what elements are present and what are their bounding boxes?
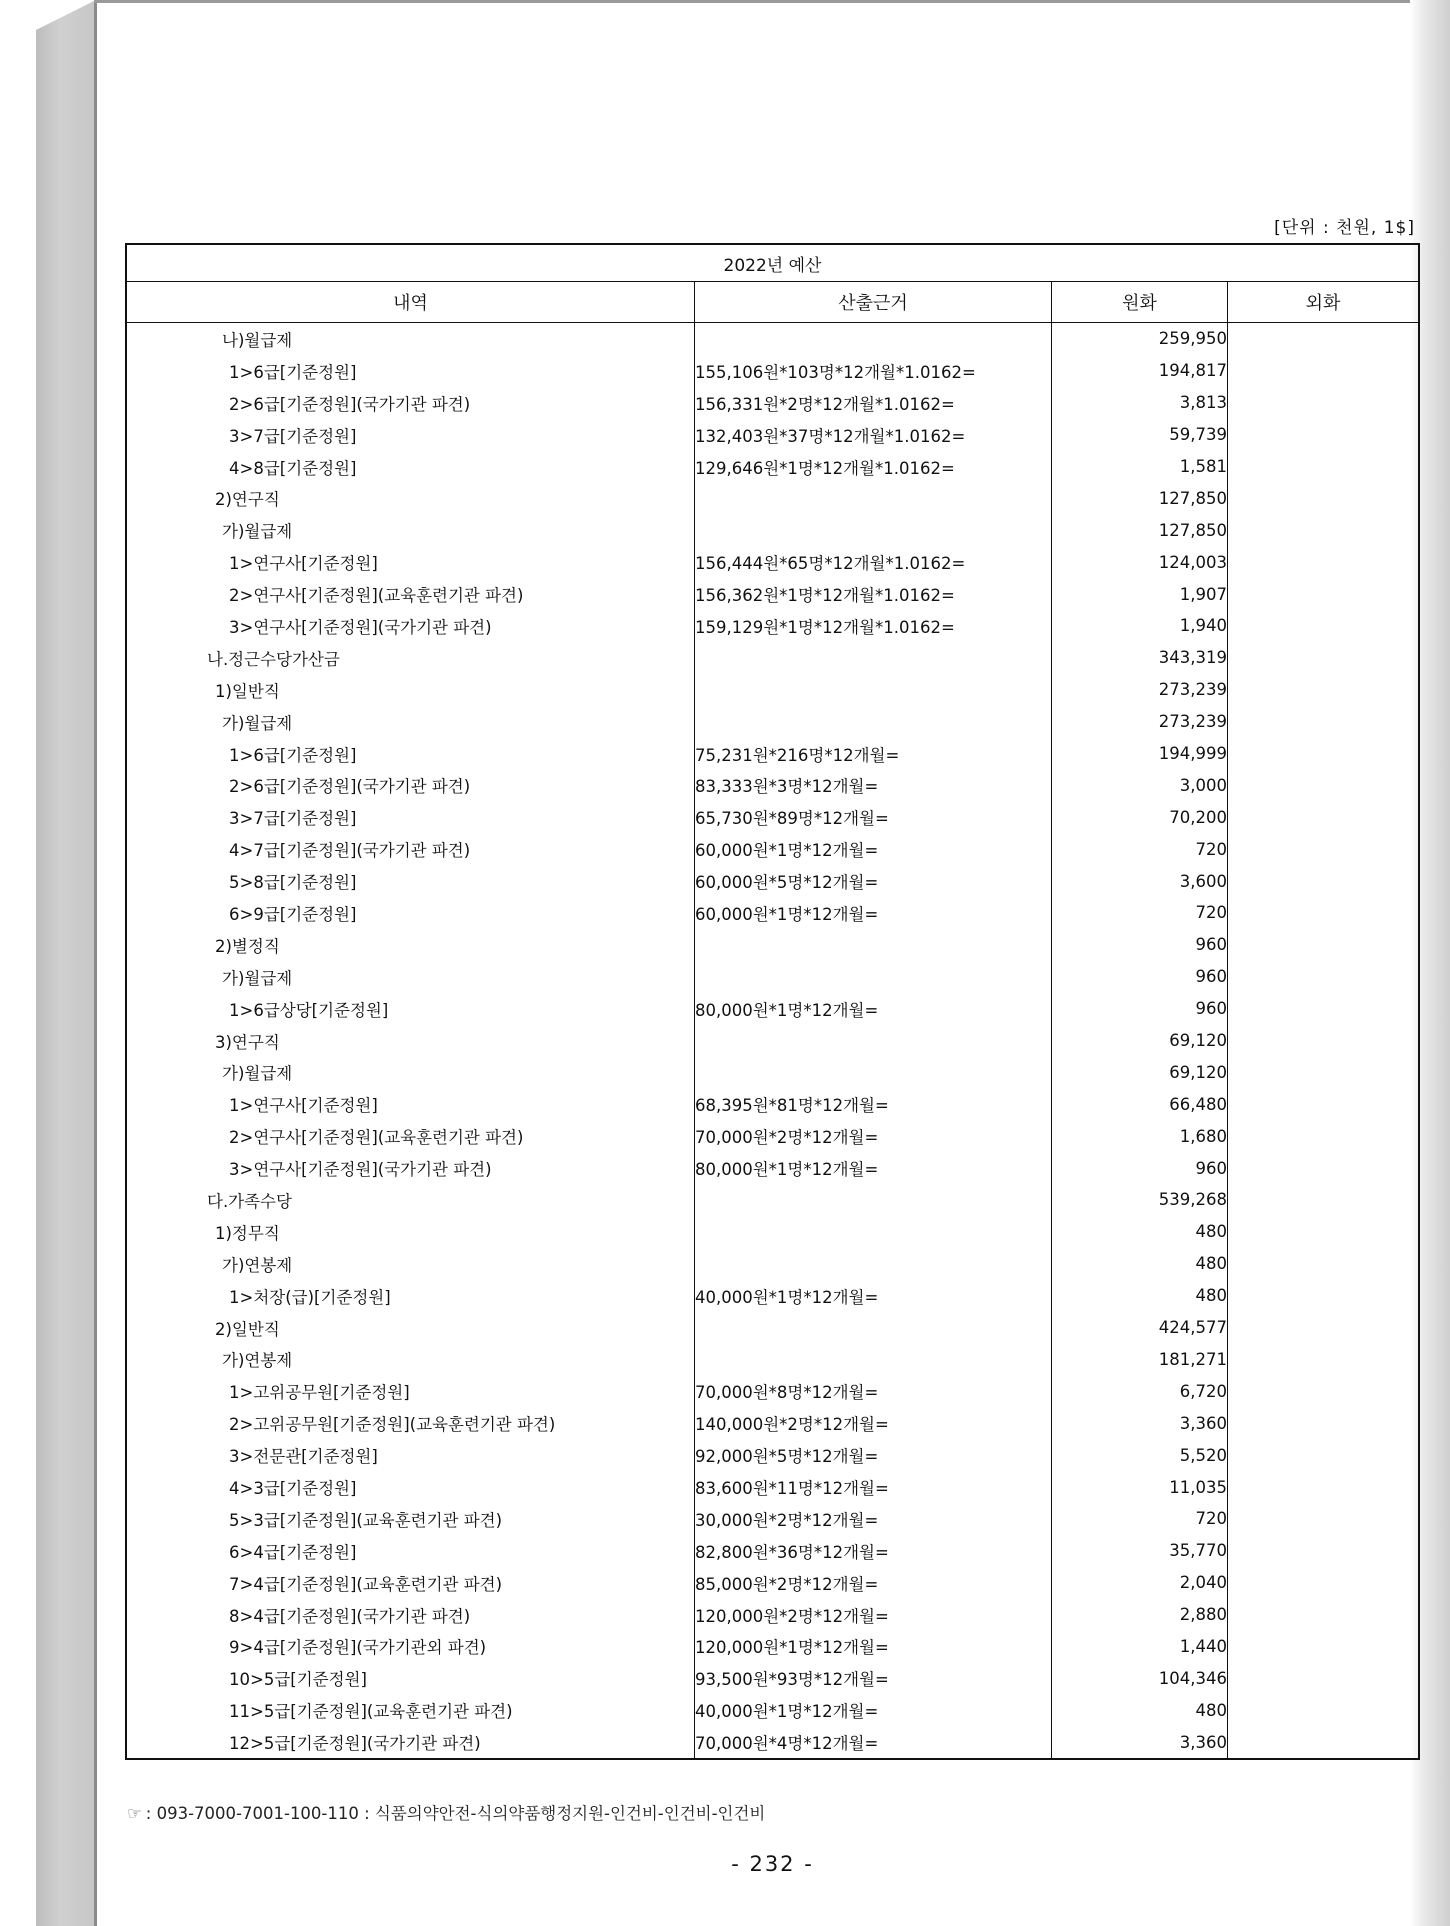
cell-item: 가)월급제 xyxy=(126,514,695,546)
cell-item: 1>6급상당[기준정원] xyxy=(126,993,695,1025)
cell-won: 424,577 xyxy=(1052,1312,1228,1344)
cell-basis xyxy=(695,323,1052,355)
table-row xyxy=(126,1216,1419,1248)
page-number: - 232 - xyxy=(731,1852,814,1876)
cell-item: 1>처장(급)[기준정원] xyxy=(126,1280,695,1312)
cell-won: 1,680 xyxy=(1052,1120,1228,1152)
table-row xyxy=(126,610,1419,642)
cell-foreign xyxy=(1228,897,1420,929)
cell-foreign xyxy=(1228,1567,1420,1599)
cell-item: 1>6급[기준정원] xyxy=(126,738,695,770)
cell-item: 2>연구사[기준정원](교육훈련기관 파견) xyxy=(126,1120,695,1152)
cell-foreign xyxy=(1228,929,1420,961)
account-code-text: : 093-7000-7001-100-110 : 식품의약안전-식의약품행정지원-인건비-인건비-인건비 xyxy=(145,1804,766,1823)
table-row xyxy=(126,419,1419,451)
cell-foreign xyxy=(1228,1184,1420,1216)
cell-won: 480 xyxy=(1052,1216,1228,1248)
cell-won: 70,200 xyxy=(1052,801,1228,833)
table-row xyxy=(126,801,1419,833)
table-row xyxy=(126,1184,1419,1216)
table-row xyxy=(126,1375,1419,1407)
cell-foreign xyxy=(1228,355,1420,387)
cell-item: 2)일반직 xyxy=(126,1312,695,1344)
cell-basis: 68,395원*81명*12개월= xyxy=(695,1088,1052,1120)
table-row xyxy=(126,1599,1419,1631)
cell-basis: 60,000원*1명*12개월= xyxy=(695,897,1052,929)
cell-item: 4>7급[기준정원](국가기관 파견) xyxy=(126,833,695,865)
cell-basis: 129,646원*1명*12개월*1.0162= xyxy=(695,451,1052,483)
cell-won: 1,440 xyxy=(1052,1631,1228,1663)
table-row xyxy=(126,865,1419,897)
table-row xyxy=(126,1567,1419,1599)
cell-won: 2,040 xyxy=(1052,1567,1228,1599)
cell-item: 가)월급제 xyxy=(126,706,695,738)
column-header-item: 내역 xyxy=(126,282,695,323)
cell-won: 960 xyxy=(1052,961,1228,993)
cell-item: 12>5급[기준정원](국가기관 파견) xyxy=(126,1726,695,1759)
cell-foreign xyxy=(1228,961,1420,993)
cell-foreign xyxy=(1228,1439,1420,1471)
cell-won: 2,880 xyxy=(1052,1599,1228,1631)
cell-foreign xyxy=(1228,1375,1420,1407)
cell-foreign xyxy=(1228,1088,1420,1120)
cell-won: 273,239 xyxy=(1052,706,1228,738)
cell-foreign xyxy=(1228,801,1420,833)
cell-item: 2)연구직 xyxy=(126,482,695,514)
account-code-note xyxy=(127,1800,765,1824)
cell-foreign xyxy=(1228,993,1420,1025)
cell-item: 1>6급[기준정원] xyxy=(126,355,695,387)
cell-basis xyxy=(695,961,1052,993)
cell-won: 539,268 xyxy=(1052,1184,1228,1216)
cell-foreign xyxy=(1228,323,1420,355)
cell-basis: 30,000원*2명*12개월= xyxy=(695,1503,1052,1535)
cell-won: 1,581 xyxy=(1052,451,1228,483)
table-row xyxy=(126,674,1419,706)
cell-won: 194,999 xyxy=(1052,738,1228,770)
cell-won: 104,346 xyxy=(1052,1662,1228,1694)
cell-item: 8>4급[기준정원](국가기관 파견) xyxy=(126,1599,695,1631)
cell-basis: 155,106원*103명*12개월*1.0162= xyxy=(695,355,1052,387)
column-header-foreign: 외화 xyxy=(1228,282,1420,323)
cell-item: 5>3급[기준정원](교육훈련기관 파견) xyxy=(126,1503,695,1535)
cell-won: 480 xyxy=(1052,1280,1228,1312)
cell-won: 3,000 xyxy=(1052,769,1228,801)
cell-foreign xyxy=(1228,419,1420,451)
table-row xyxy=(126,738,1419,770)
cell-item: 11>5급[기준정원](교육훈련기관 파견) xyxy=(126,1694,695,1726)
cell-won: 720 xyxy=(1052,1503,1228,1535)
cell-won: 127,850 xyxy=(1052,482,1228,514)
table-row xyxy=(126,929,1419,961)
cell-basis xyxy=(695,1344,1052,1376)
cell-foreign xyxy=(1228,1471,1420,1503)
cell-basis xyxy=(695,674,1052,706)
cell-foreign xyxy=(1228,1631,1420,1663)
cell-basis: 82,800원*36명*12개월= xyxy=(695,1535,1052,1567)
cell-basis: 92,000원*5명*12개월= xyxy=(695,1439,1052,1471)
cell-won: 720 xyxy=(1052,833,1228,865)
cell-foreign xyxy=(1228,642,1420,674)
cell-foreign xyxy=(1228,482,1420,514)
budget-table xyxy=(125,243,1420,1760)
table-row xyxy=(126,993,1419,1025)
cell-item: 1)일반직 xyxy=(126,674,695,706)
cell-foreign xyxy=(1228,1025,1420,1057)
table-row xyxy=(126,1694,1419,1726)
cell-item: 가)연봉제 xyxy=(126,1344,695,1376)
cell-won: 3,813 xyxy=(1052,387,1228,419)
cell-foreign xyxy=(1228,706,1420,738)
cell-won: 69,120 xyxy=(1052,1056,1228,1088)
cell-won: 480 xyxy=(1052,1694,1228,1726)
cell-won: 11,035 xyxy=(1052,1471,1228,1503)
cell-basis: 40,000원*1명*12개월= xyxy=(695,1280,1052,1312)
cell-item: 가)연봉제 xyxy=(126,1248,695,1280)
cell-won: 960 xyxy=(1052,1152,1228,1184)
table-row xyxy=(126,482,1419,514)
cell-won: 720 xyxy=(1052,897,1228,929)
cell-basis xyxy=(695,514,1052,546)
cell-won: 66,480 xyxy=(1052,1088,1228,1120)
cell-item: 2>6급[기준정원](국가기관 파견) xyxy=(126,387,695,419)
cell-foreign xyxy=(1228,1503,1420,1535)
cell-item: 1>고위공무원[기준정원] xyxy=(126,1375,695,1407)
cell-item: 2>연구사[기준정원](교육훈련기관 파견) xyxy=(126,578,695,610)
table-row xyxy=(126,1535,1419,1567)
cell-won: 69,120 xyxy=(1052,1025,1228,1057)
cell-item: 4>3급[기준정원] xyxy=(126,1471,695,1503)
cell-won: 181,271 xyxy=(1052,1344,1228,1376)
cell-foreign xyxy=(1228,1152,1420,1184)
cell-item: 2)별정직 xyxy=(126,929,695,961)
cell-basis: 156,331원*2명*12개월*1.0162= xyxy=(695,387,1052,419)
table-row xyxy=(126,1280,1419,1312)
cell-basis: 65,730원*89명*12개월= xyxy=(695,801,1052,833)
cell-foreign xyxy=(1228,1056,1420,1088)
cell-won: 343,319 xyxy=(1052,642,1228,674)
cell-foreign xyxy=(1228,1599,1420,1631)
cell-item: 9>4급[기준정원](국가기관외 파견) xyxy=(126,1631,695,1663)
cell-foreign xyxy=(1228,387,1420,419)
column-header-basis: 산출근거 xyxy=(695,282,1052,323)
cell-item: 6>9급[기준정원] xyxy=(126,897,695,929)
cell-basis xyxy=(695,1216,1052,1248)
cell-basis: 80,000원*1명*12개월= xyxy=(695,1152,1052,1184)
cell-foreign xyxy=(1228,1120,1420,1152)
table-row xyxy=(126,897,1419,929)
cell-won: 124,003 xyxy=(1052,546,1228,578)
cell-foreign xyxy=(1228,833,1420,865)
cell-basis: 83,333원*3명*12개월= xyxy=(695,769,1052,801)
table-row xyxy=(126,1248,1419,1280)
cell-won: 35,770 xyxy=(1052,1535,1228,1567)
cell-basis xyxy=(695,1248,1052,1280)
cell-item: 나.정근수당가산금 xyxy=(126,642,695,674)
cell-foreign xyxy=(1228,546,1420,578)
cell-foreign xyxy=(1228,514,1420,546)
cell-foreign xyxy=(1228,1216,1420,1248)
cell-item: 가)월급제 xyxy=(126,961,695,993)
cell-item: 가)월급제 xyxy=(126,1056,695,1088)
cell-item: 3>7급[기준정원] xyxy=(126,801,695,833)
cell-won: 259,950 xyxy=(1052,323,1228,355)
table-row xyxy=(126,1407,1419,1439)
cell-basis xyxy=(695,482,1052,514)
cell-foreign xyxy=(1228,1726,1420,1759)
table-row xyxy=(126,514,1419,546)
cell-basis: 156,444원*65명*12개월*1.0162= xyxy=(695,546,1052,578)
cell-item: 7>4급[기준정원](교육훈련기관 파견) xyxy=(126,1567,695,1599)
table-row xyxy=(126,1312,1419,1344)
cell-won: 6,720 xyxy=(1052,1375,1228,1407)
table-row xyxy=(126,1439,1419,1471)
unit-label: [단위 : 천원, 1$] xyxy=(1274,218,1415,238)
table-row xyxy=(126,1471,1419,1503)
table-row xyxy=(126,1726,1419,1759)
cell-basis xyxy=(695,929,1052,961)
cell-foreign xyxy=(1228,1662,1420,1694)
table-row xyxy=(126,1631,1419,1663)
cell-won: 3,360 xyxy=(1052,1407,1228,1439)
cell-basis: 93,500원*93명*12개월= xyxy=(695,1662,1052,1694)
table-row xyxy=(126,1344,1419,1376)
table-row xyxy=(126,387,1419,419)
table-row xyxy=(126,1152,1419,1184)
table-row xyxy=(126,355,1419,387)
cell-foreign xyxy=(1228,1248,1420,1280)
table-row xyxy=(126,1056,1419,1088)
cell-foreign xyxy=(1228,769,1420,801)
pointing-hand-icon: ☞ xyxy=(127,1804,142,1823)
cell-basis: 83,600원*11명*12개월= xyxy=(695,1471,1052,1503)
table-title: 2022년 예산 xyxy=(126,244,1419,282)
cell-basis xyxy=(695,1056,1052,1088)
cell-won: 1,940 xyxy=(1052,610,1228,642)
table-row xyxy=(126,1120,1419,1152)
cell-basis xyxy=(695,1184,1052,1216)
cell-foreign xyxy=(1228,738,1420,770)
table-row xyxy=(126,578,1419,610)
table-body xyxy=(126,323,1419,1760)
column-header-won: 원화 xyxy=(1052,282,1228,323)
cell-basis: 75,231원*216명*12개월= xyxy=(695,738,1052,770)
cell-won: 59,739 xyxy=(1052,419,1228,451)
cell-item: 3>연구사[기준정원](국가기관 파견) xyxy=(126,1152,695,1184)
cell-won: 3,600 xyxy=(1052,865,1228,897)
cell-basis: 156,362원*1명*12개월*1.0162= xyxy=(695,578,1052,610)
table-row xyxy=(126,642,1419,674)
cell-won: 480 xyxy=(1052,1248,1228,1280)
cell-basis: 159,129원*1명*12개월*1.0162= xyxy=(695,610,1052,642)
cell-basis: 120,000원*1명*12개월= xyxy=(695,1631,1052,1663)
cell-item: 3>전문관[기준정원] xyxy=(126,1439,695,1471)
cell-item: 2>고위공무원[기준정원](교육훈련기관 파견) xyxy=(126,1407,695,1439)
cell-foreign xyxy=(1228,865,1420,897)
table-row xyxy=(126,1662,1419,1694)
cell-basis: 132,403원*37명*12개월*1.0162= xyxy=(695,419,1052,451)
table-row xyxy=(126,1088,1419,1120)
cell-basis xyxy=(695,706,1052,738)
cell-basis xyxy=(695,1025,1052,1057)
cell-basis: 40,000원*1명*12개월= xyxy=(695,1694,1052,1726)
cell-item: 5>8급[기준정원] xyxy=(126,865,695,897)
cell-item: 다.가족수당 xyxy=(126,1184,695,1216)
binder-spine-left xyxy=(36,0,96,1926)
cell-won: 960 xyxy=(1052,993,1228,1025)
cell-basis: 70,000원*4명*12개월= xyxy=(695,1726,1052,1759)
table-row xyxy=(126,833,1419,865)
cell-foreign xyxy=(1228,1694,1420,1726)
table-row xyxy=(126,546,1419,578)
cell-basis: 60,000원*5명*12개월= xyxy=(695,865,1052,897)
cell-item: 4>8급[기준정원] xyxy=(126,451,695,483)
cell-won: 3,360 xyxy=(1052,1726,1228,1759)
cell-foreign xyxy=(1228,1535,1420,1567)
cell-basis xyxy=(695,642,1052,674)
cell-basis xyxy=(695,1312,1052,1344)
cell-won: 960 xyxy=(1052,929,1228,961)
cell-foreign xyxy=(1228,451,1420,483)
cell-item: 2>6급[기준정원](국가기관 파견) xyxy=(126,769,695,801)
table-row xyxy=(126,961,1419,993)
cell-item: 나)월급제 xyxy=(126,323,695,355)
cell-basis: 70,000원*8명*12개월= xyxy=(695,1375,1052,1407)
cell-basis: 85,000원*2명*12개월= xyxy=(695,1567,1052,1599)
cell-basis: 120,000원*2명*12개월= xyxy=(695,1599,1052,1631)
cell-won: 273,239 xyxy=(1052,674,1228,706)
table-row xyxy=(126,706,1419,738)
cell-won: 5,520 xyxy=(1052,1439,1228,1471)
cell-won: 194,817 xyxy=(1052,355,1228,387)
cell-foreign xyxy=(1228,610,1420,642)
cell-item: 6>4급[기준정원] xyxy=(126,1535,695,1567)
cell-foreign xyxy=(1228,674,1420,706)
cell-basis: 70,000원*2명*12개월= xyxy=(695,1120,1052,1152)
cell-item: 3>7급[기준정원] xyxy=(126,419,695,451)
cell-item: 1)정무직 xyxy=(126,1216,695,1248)
cell-foreign xyxy=(1228,1344,1420,1376)
cell-item: 1>연구사[기준정원] xyxy=(126,546,695,578)
cell-foreign xyxy=(1228,1280,1420,1312)
cell-item: 10>5급[기준정원] xyxy=(126,1662,695,1694)
table-row xyxy=(126,1025,1419,1057)
cell-item: 3)연구직 xyxy=(126,1025,695,1057)
table-row xyxy=(126,769,1419,801)
cell-foreign xyxy=(1228,1312,1420,1344)
table-row xyxy=(126,323,1419,355)
cell-basis: 140,000원*2명*12개월= xyxy=(695,1407,1052,1439)
table-row xyxy=(126,1503,1419,1535)
cell-foreign xyxy=(1228,1407,1420,1439)
cell-item: 1>연구사[기준정원] xyxy=(126,1088,695,1120)
cell-basis: 60,000원*1명*12개월= xyxy=(695,833,1052,865)
cell-foreign xyxy=(1228,578,1420,610)
cell-item: 3>연구사[기준정원](국가기관 파견) xyxy=(126,610,695,642)
cell-won: 127,850 xyxy=(1052,514,1228,546)
cell-won: 1,907 xyxy=(1052,578,1228,610)
table-row xyxy=(126,451,1419,483)
cell-basis: 80,000원*1명*12개월= xyxy=(695,993,1052,1025)
